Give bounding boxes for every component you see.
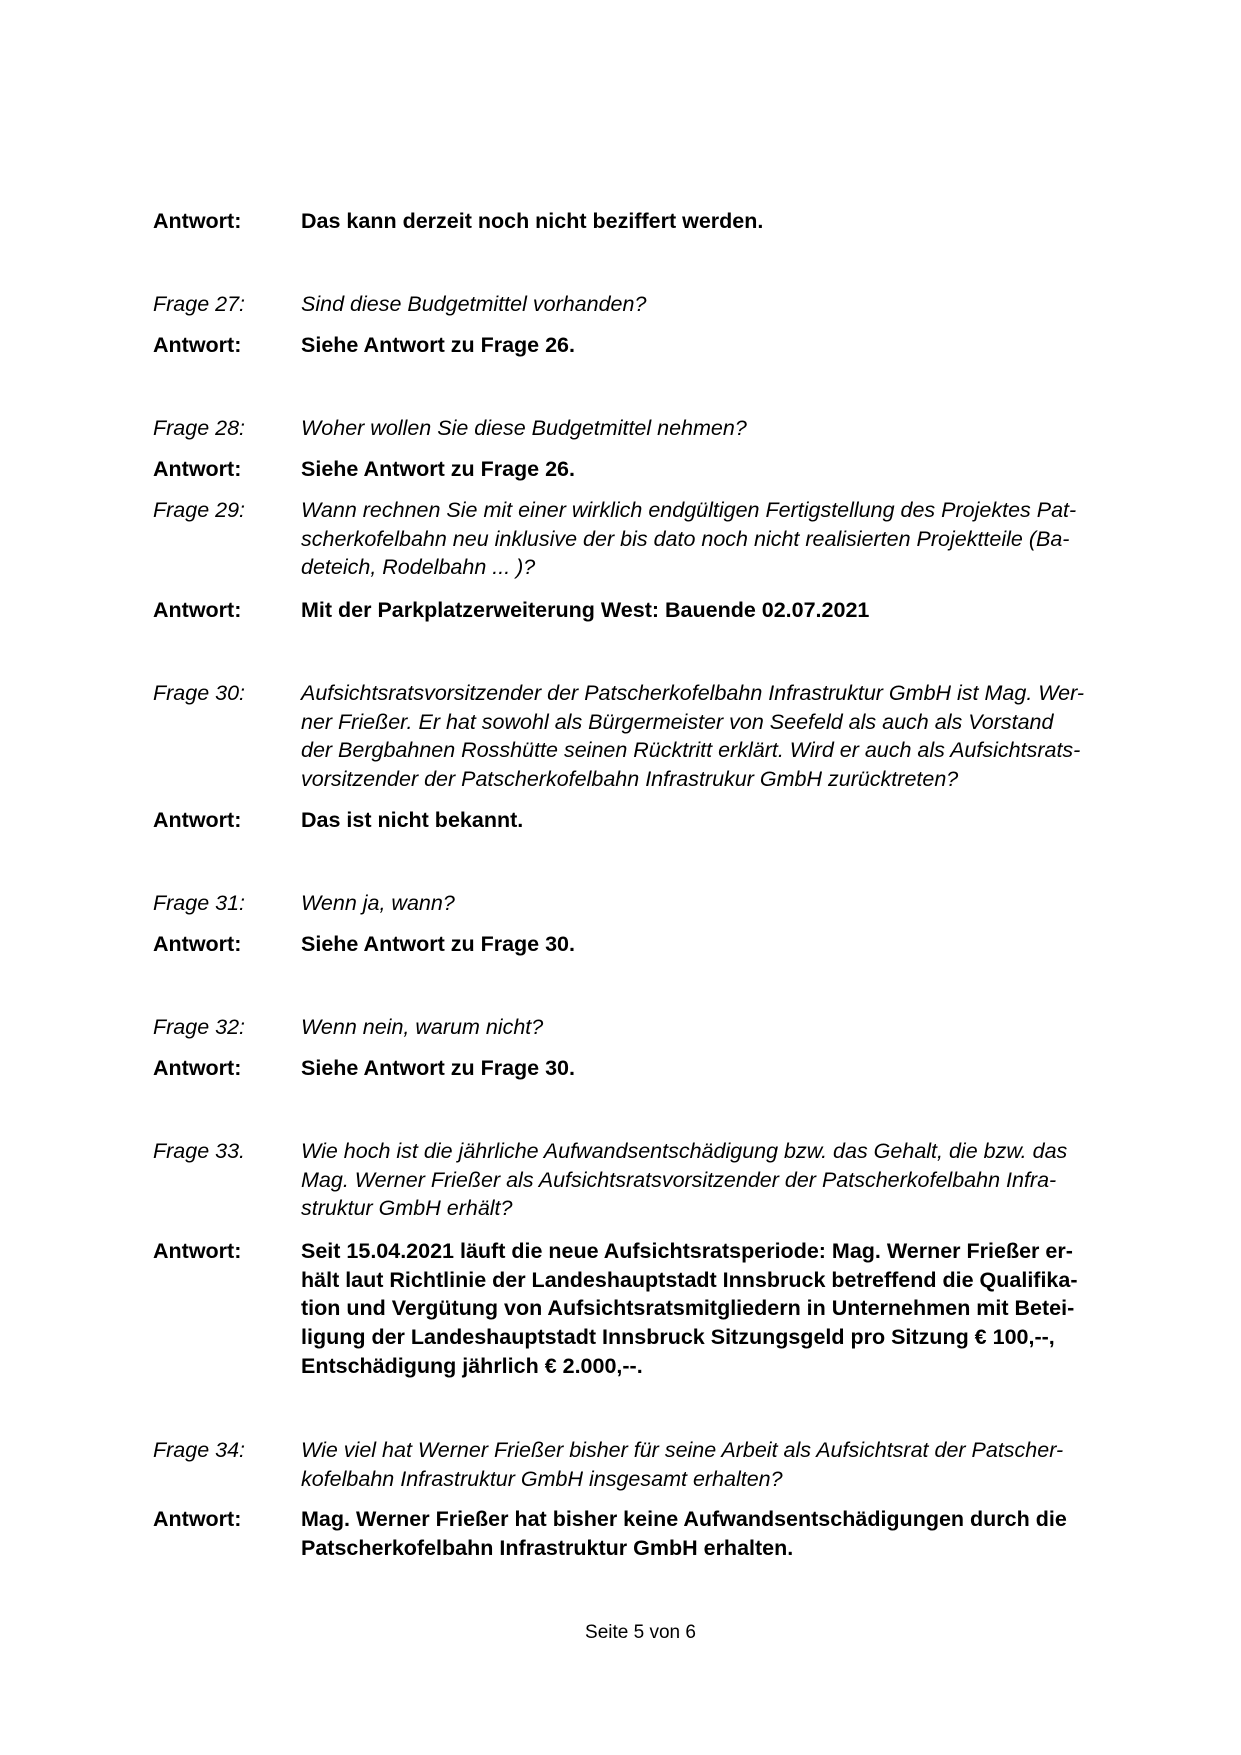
answer-block	[153, 596, 1153, 625]
answer-block	[153, 1054, 1153, 1083]
answer-label: Antwort:	[153, 457, 242, 481]
answer-text	[301, 1505, 1153, 1562]
question-block	[153, 496, 1153, 582]
question-text	[301, 496, 1153, 582]
answer-label: Antwort:	[153, 1507, 242, 1531]
answer-label: Antwort:	[153, 932, 242, 956]
question-text	[301, 1436, 1153, 1493]
text-line: Aufsichtsratsvorsitzender der Patscherkofelbahn Infrastruktur GmbH ist Mag. Wer-	[301, 681, 1085, 705]
answer-text	[301, 455, 1153, 484]
text-line: ligung der Landeshauptstadt Innsbruck Sitzungsgeld pro Sitzung € 100,--,	[301, 1325, 1055, 1350]
answer-label: Antwort:	[153, 333, 242, 357]
text-line: Wenn ja, wann?	[301, 891, 455, 915]
text-line: Wenn nein, warum nicht?	[301, 1015, 544, 1039]
answer-block	[153, 455, 1153, 484]
answer-text	[301, 207, 1153, 236]
text-line: Siehe Antwort zu Frage 26.	[301, 457, 575, 481]
question-label: Frage 32:	[153, 1015, 246, 1039]
text-line: Siehe Antwort zu Frage 26.	[301, 333, 575, 357]
answer-block	[153, 207, 1153, 236]
question-label: Frage 33.	[153, 1139, 246, 1163]
text-line: Patscherkofelbahn Infrastruktur GmbH erhalten.	[301, 1535, 794, 1560]
question-block	[153, 1013, 1153, 1042]
text-line: Sind diese Budgetmittel vorhanden?	[301, 292, 647, 316]
text-line: Woher wollen Sie diese Budgetmittel nehmen?	[301, 416, 747, 440]
text-line: deteich, Rodelbahn ... )?	[301, 555, 536, 580]
answer-block	[153, 1505, 1153, 1562]
text-line: kofelbahn Infrastruktur GmbH insgesamt erhalten?	[301, 1466, 783, 1491]
text-line: struktur GmbH erhält?	[301, 1196, 513, 1221]
text-line: hält laut Richtlinie der Landeshauptstadt Innsbruck betreffend die Qualifika-	[301, 1267, 1078, 1292]
question-text	[301, 889, 1153, 918]
question-block	[153, 679, 1153, 794]
answer-label: Antwort:	[153, 598, 242, 622]
text-line: Wie hoch ist die jährliche Aufwandsentschädigung bzw. das Gehalt, die bzw. das	[301, 1139, 1068, 1163]
text-line: der Bergbahnen Rosshütte seinen Rücktritt erklärt. Wird er auch als Aufsichtsrats-	[301, 738, 1081, 763]
question-text	[301, 290, 1153, 319]
text-line: ner Frießer. Er hat sowohl als Bürgermeister von Seefeld als auch als Vorstand	[301, 709, 1054, 734]
question-text	[301, 1013, 1153, 1042]
text-line: Das kann derzeit noch nicht beziffert werden.	[301, 209, 764, 233]
question-label: Frage 31:	[153, 891, 246, 915]
page-number-footer: Seite 5 von 6	[585, 1622, 696, 1643]
question-label: Frage 27:	[153, 292, 246, 316]
text-line: Mag. Werner Frießer hat bisher keine Aufwandsentschädigungen durch die	[301, 1507, 1067, 1531]
answer-block	[153, 331, 1153, 360]
text-line: scherkofelbahn neu inklusive der bis dato noch nicht realisierten Projektteile (Ba-	[301, 526, 1070, 551]
question-label: Frage 29:	[153, 498, 246, 522]
text-line: vorsitzender der Patscherkofelbahn Infrastrukur GmbH zurücktreten?	[301, 767, 959, 792]
text-line: Siehe Antwort zu Frage 30.	[301, 932, 575, 956]
answer-label: Antwort:	[153, 1239, 242, 1263]
question-text	[301, 414, 1153, 443]
text-line: Das ist nicht bekannt.	[301, 808, 524, 832]
text-line: Wie viel hat Werner Frießer bisher für seine Arbeit als Aufsichtsrat der Patscher-	[301, 1438, 1064, 1462]
question-block	[153, 1137, 1153, 1223]
question-text	[301, 1137, 1153, 1223]
question-block	[153, 1436, 1153, 1493]
question-label: Frage 30:	[153, 681, 246, 705]
answer-text	[301, 1237, 1153, 1381]
text-line: Entschädigung jährlich € 2.000,--.	[301, 1353, 643, 1378]
answer-label: Antwort:	[153, 209, 242, 233]
answer-text	[301, 1054, 1153, 1083]
answer-block	[153, 1237, 1153, 1381]
answer-text	[301, 596, 1153, 625]
question-block	[153, 889, 1153, 918]
answer-text	[301, 806, 1153, 835]
answer-text	[301, 930, 1153, 959]
text-line: Wann rechnen Sie mit einer wirklich endgültigen Fertigstellung des Projektes Pat-	[301, 498, 1077, 522]
text-line: Siehe Antwort zu Frage 30.	[301, 1056, 575, 1080]
text-line: Seit 15.04.2021 läuft die neue Aufsichtsratsperiode: Mag. Werner Frießer er-	[301, 1239, 1073, 1263]
question-text	[301, 679, 1153, 794]
answer-text	[301, 331, 1153, 360]
answer-block	[153, 930, 1153, 959]
text-line: Mag. Werner Frießer als Aufsichtsratsvorsitzender der Patscherkofelbahn Infra-	[301, 1167, 1057, 1192]
question-block	[153, 414, 1153, 443]
text-line: tion und Vergütung von Aufsichtsratsmitgliedern in Unternehmen mit Betei-	[301, 1296, 1075, 1321]
question-label: Frage 28:	[153, 416, 246, 440]
question-block	[153, 290, 1153, 319]
answer-block	[153, 806, 1153, 835]
answer-label: Antwort:	[153, 1056, 242, 1080]
question-label: Frage 34:	[153, 1438, 246, 1462]
answer-label: Antwort:	[153, 808, 242, 832]
text-line: Mit der Parkplatzerweiterung West: Bauende 02.07.2021	[301, 598, 870, 622]
